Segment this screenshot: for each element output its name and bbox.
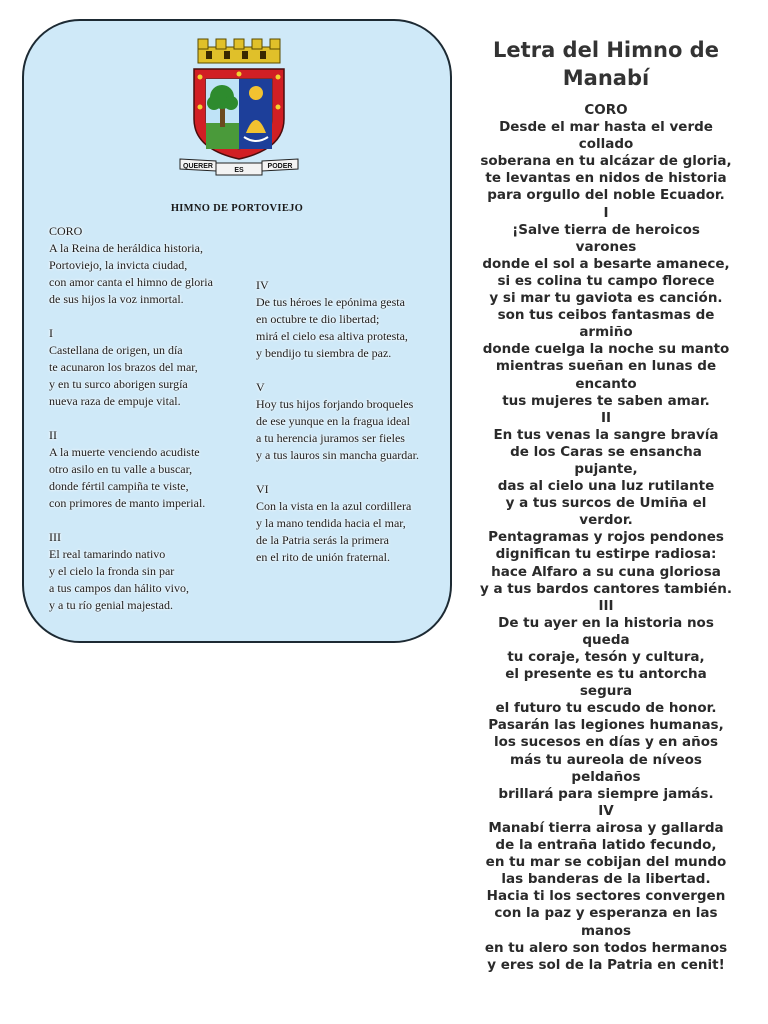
- portoviejo-stanza: [49, 529, 259, 614]
- manabi-stanza: [456, 205, 756, 410]
- stanza-line: A la Reina de heráldica historia,: [49, 241, 203, 255]
- stanza-line: donde cuelga la noche su manto: [482, 341, 730, 358]
- stanza-line: Pentagramas y rojos pendones: [488, 529, 724, 546]
- stanza-line: segura: [579, 683, 633, 700]
- stanza-line: donde el sol a besarte amanece,: [482, 255, 730, 272]
- stanza-line: hace Alfaro a su cuna gloriosa: [491, 563, 721, 580]
- stanza-line: en el rito de unión fraternal.: [256, 550, 390, 564]
- stanza-line: tu coraje, tesón y cultura,: [507, 649, 705, 665]
- stanza-line: de ese yunque en la fragua ideal: [256, 414, 410, 428]
- manabi-lyrics: [456, 36, 756, 974]
- stanza-line: si es colina tu campo florece: [497, 272, 715, 289]
- stanza-line: el presente es tu antorcha: [505, 666, 707, 683]
- crest-banner-left: QUERER: [183, 163, 213, 170]
- stanza-line: varones: [575, 238, 637, 255]
- manabi-stanza: [456, 102, 756, 205]
- stanza-heading: IV: [256, 278, 269, 292]
- portoviejo-stanza: [49, 325, 259, 410]
- stanza-line: los sucesos en días y en años: [493, 734, 719, 751]
- stanza-line: manos: [580, 922, 632, 939]
- stanza-line: collado: [578, 136, 634, 153]
- stanza-heading: II: [49, 428, 57, 442]
- stanza-line: Portoviejo, la invicta ciudad,: [49, 258, 188, 272]
- portoviejo-stanza: [49, 223, 259, 308]
- lyrics-title-line2: Manabí: [562, 66, 650, 90]
- stanza-line: para orgullo del noble Ecuador.: [487, 187, 725, 204]
- stanza-heading: III: [598, 597, 614, 614]
- stanza-line: A la muerte venciendo acudiste: [49, 445, 200, 459]
- stanza-line: de los Caras se ensancha: [510, 443, 702, 460]
- stanza-line: Pasarán las legiones humanas,: [488, 717, 724, 734]
- lyrics-title-line1: Letra del Himno de: [493, 38, 719, 62]
- crest-banner-center: ES: [234, 167, 244, 174]
- stanza-line: con la paz y esperanza en las: [494, 905, 718, 922]
- stanza-line: y la mano tendida hacia el mar,: [256, 516, 406, 530]
- stanza-line: El real tamarindo nativo: [49, 547, 166, 561]
- stanza-line: en tu mar se cobijan del mundo: [485, 854, 727, 871]
- portoviejo-stanza: [256, 379, 456, 464]
- stanza-line: y a tu río genial majestad.: [49, 598, 173, 612]
- manabi-stanza: [456, 598, 756, 803]
- stanza-line: encanto: [575, 375, 637, 392]
- stanza-line: Castellana de origen, un día: [49, 343, 183, 357]
- stanza-line: donde fértil campiña te viste,: [49, 479, 189, 493]
- stanza-line: y el cielo la fronda sin par: [49, 564, 175, 578]
- portoviejo-stanza: [49, 427, 259, 512]
- stanza-line: a tu herencia juramos ser fieles: [256, 431, 405, 445]
- stanza-line: con amor canta el himno de gloria: [49, 275, 213, 289]
- stanza-line: verdor.: [579, 512, 633, 529]
- stanza-line: más tu aureola de níveos: [510, 751, 702, 768]
- stanza-line: nueva raza de empuje vital.: [49, 394, 181, 408]
- stanza-line: Hoy tus hijos forjando broqueles: [256, 397, 414, 411]
- portoviejo-stanza: [256, 277, 456, 362]
- stanza-line: dignifican tu estirpe radiosa:: [495, 546, 717, 563]
- stanza-line: das al cielo una luz rutilante: [497, 478, 715, 495]
- stanza-line: De tu ayer en la historia nos: [498, 614, 714, 631]
- stanza-line: mientras sueñan en lunas de: [495, 358, 717, 375]
- stanza-line: y bendijo tu siembra de paz.: [256, 346, 392, 360]
- stanza-heading: IV: [598, 802, 614, 819]
- stanza-heading: II: [600, 409, 612, 426]
- stanza-line: de la entraña latido fecundo,: [495, 837, 717, 854]
- stanza-line: y si mar tu gaviota es canción.: [489, 290, 723, 307]
- stanza-line: son tus ceibos fantasmas de: [497, 307, 715, 324]
- stanza-line: Hacia ti los sectores convergen: [486, 888, 726, 905]
- stanza-line: ¡Salve tierra de heroicos: [512, 221, 700, 238]
- stanza-line: peldaños: [571, 768, 641, 785]
- stanza-line: las banderas de la libertad.: [501, 871, 711, 888]
- lyrics-title: [456, 36, 756, 92]
- stanza-heading: CORO: [584, 102, 628, 118]
- stanza-heading: V: [256, 380, 265, 394]
- stanza-line: tus mujeres te saben amar.: [502, 392, 710, 409]
- portoviejo-left-column: [49, 223, 259, 631]
- crest-banner-right: PODER: [267, 163, 293, 170]
- stanza-line: de sus hijos la voz inmortal.: [49, 292, 184, 306]
- stanza-line: En tus venas la sangre bravía: [493, 426, 719, 443]
- stanza-line: te levantas en nidos de historia: [485, 170, 727, 187]
- stanza-line: Manabí tierra airosa y gallarda: [488, 819, 724, 836]
- stanza-line: queda: [582, 631, 630, 648]
- stanza-line: y a tus bardos cantores también.: [479, 580, 733, 597]
- stanza-line: en octubre te dio libertad;: [256, 312, 380, 326]
- stanza-line: Con la vista en la azul cordillera: [256, 499, 412, 513]
- stanza-line: y eres sol de la Patria en cenit!: [487, 956, 725, 973]
- stanza-line: te acunaron los brazos del mar,: [49, 360, 198, 374]
- stanza-line: el futuro tu escudo de honor.: [495, 700, 717, 717]
- manabi-stanza: [456, 410, 756, 598]
- stanza-line: brillará para siempre jamás.: [498, 785, 714, 802]
- card-title: HIMNO DE PORTOVIEJO: [170, 203, 304, 214]
- stanza-heading: III: [49, 530, 61, 544]
- stanza-line: y en tu surco aborigen surgía: [49, 377, 188, 391]
- stanza-line: otro asilo en tu valle a buscar,: [49, 462, 193, 476]
- stanza-line: de la Patria serás la primera: [256, 533, 389, 547]
- stanza-line: pujante,: [574, 460, 638, 477]
- stanza-line: mirá el cielo esa altiva protesta,: [256, 329, 408, 343]
- portoviejo-stanza: [256, 481, 456, 566]
- stanza-heading: I: [603, 204, 609, 221]
- stanza-line: y a tus surcos de Umiña el: [505, 495, 707, 512]
- manabi-stanza: [456, 803, 756, 974]
- lyrics-verses: [456, 102, 756, 974]
- portoviejo-right-column: [256, 277, 456, 583]
- stanza-line: armiño: [579, 324, 633, 341]
- stanza-heading: I: [49, 326, 53, 340]
- stanza-line: De tus héroes le epónima gesta: [256, 295, 405, 309]
- stanza-line: en tu alero son todos hermanos: [484, 939, 728, 956]
- stanza-heading: VI: [256, 482, 269, 496]
- stanza-line: Desde el mar hasta el verde: [499, 119, 713, 136]
- stanza-line: a tus campos dan hálito vivo,: [49, 581, 189, 595]
- stanza-line: soberana en tu alcázar de gloria,: [480, 153, 732, 170]
- stanza-heading: CORO: [49, 224, 83, 238]
- hymn-card: [22, 19, 452, 643]
- stanza-line: con primores de manto imperial.: [49, 496, 206, 510]
- stanza-line: y a tus lauros sin mancha guardar.: [256, 448, 419, 462]
- coat-of-arms-icon: [176, 37, 302, 177]
